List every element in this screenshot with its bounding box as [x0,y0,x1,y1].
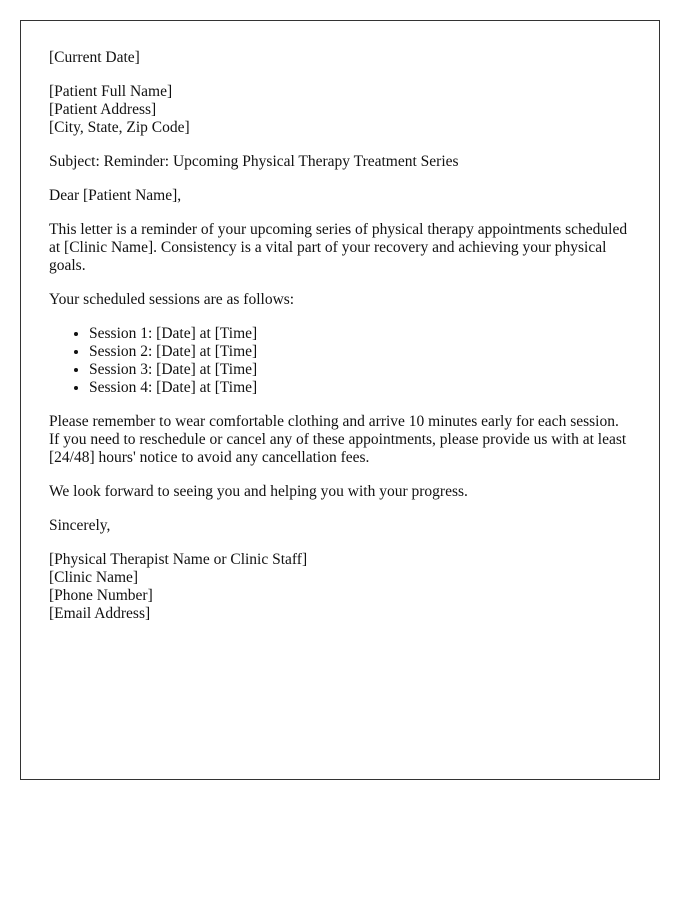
valediction: Sincerely, [49,517,111,534]
intro-paragraph: This letter is a reminder of your upcoming series of physical therapy appointments scheduled at [Clinic Name]. Consistency is a vital part of your recovery and achieving your physical goals. [49,221,628,274]
signature-email: [Email Address] [49,605,151,622]
instructions-paragraph: Please remember to wear comfortable clothing and arrive 10 minutes early for each session. If you need to reschedule or cancel any of these appointments, please provide us with at least [24/48] hours' notice to avoid any cancellation fees. [49,413,627,466]
recipient-name: [Patient Full Name] [49,83,173,100]
recipient-city-state-zip: [City, State, Zip Code] [49,119,190,136]
sessions-list [49,325,631,397]
letter-date: [Current Date] [49,49,140,66]
session-item: • Session 4: [Date] at [Time] [89,379,631,397]
recipient-block [49,83,631,137]
recipient-address: [Patient Address] [49,101,157,118]
signature-clinic: [Clinic Name] [49,569,139,586]
sessions-intro: Your scheduled sessions are as follows: [49,291,295,308]
session-item: • Session 3: [Date] at [Time] [89,361,631,379]
session-item: • Session 2: [Date] at [Time] [89,343,631,361]
salutation: Dear [Patient Name], [49,187,182,204]
closing-note: We look forward to seeing you and helping you with your progress. [49,483,468,500]
signature-block [49,551,631,623]
letter-subject: Subject: Reminder: Upcoming Physical Therapy Treatment Series [49,153,459,170]
session-item: • Session 1: [Date] at [Time] [89,325,631,343]
signature-phone: [Phone Number] [49,587,153,604]
signature-name: [Physical Therapist Name or Clinic Staff] [49,551,308,568]
letter-document [20,20,660,780]
